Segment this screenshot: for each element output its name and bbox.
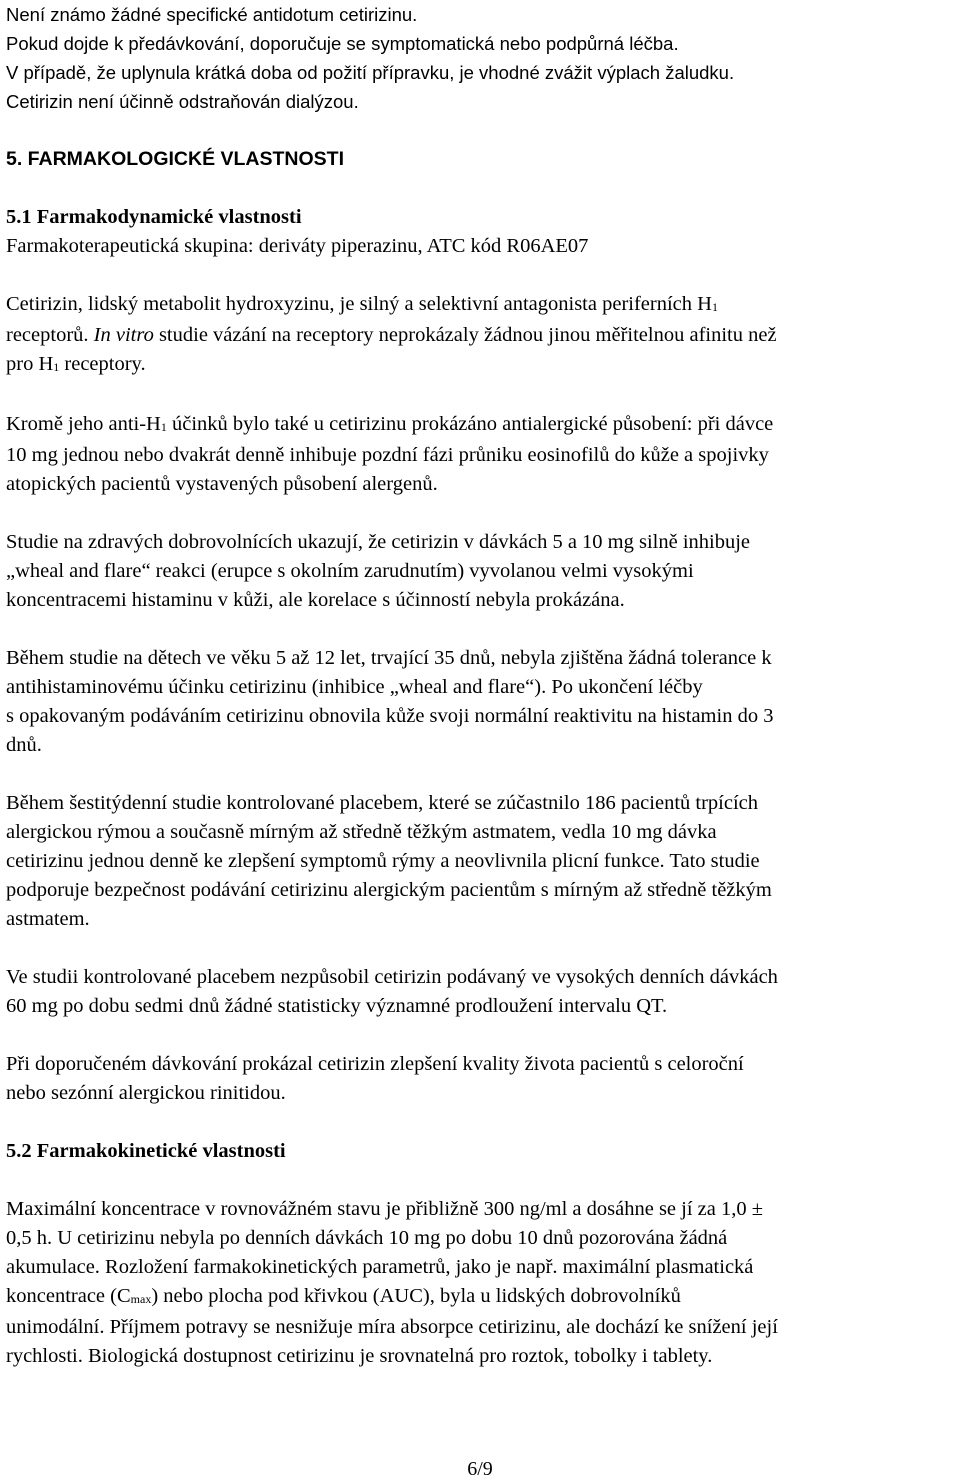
text-line: 10 mg jednou nebo dvakrát denně inhibuje pozdní fázi průniku eosinofilů do kůže a spojivky — [6, 444, 769, 466]
text-line: koncentrace $(C_{max})$ nebo plocha pod křivkou (AUC), byla u lidských dobrovolníků — [6, 1285, 681, 1307]
text-line: cetirizinu jednou denně ke zlepšení symptomů rýmy a neovlivnila plicní funkce. Tato studie — [6, 850, 760, 872]
text-line: Pokud dojde k předávkování, doporučuje se symptomatická nebo podpůrná léčba. — [6, 33, 679, 54]
subsection-heading-5-2: 5.2 Farmakokinetické vlastnosti — [6, 1140, 286, 1162]
text-line: „wheal and flare“ reakci (erupce s okolním zarudnutím) vyvolanou velmi vysokými — [6, 560, 694, 582]
text-line: atopických pacientů vystavených působení alergenů. — [6, 473, 438, 495]
text-line: 60 mg po dobu sedmi dnů žádné statisticky významné prodloužení intervalu QT. — [6, 995, 668, 1017]
text-line: astmatem. — [6, 908, 90, 930]
text-line: akumulace. Rozložení farmakokinetických parametrů, jako je např. maximální plasmatická — [6, 1256, 754, 1278]
text-line: s opakovaným podáváním cetirizinu obnovila kůže svoji normální reaktivitu na histamin do 3 — [6, 705, 774, 727]
text-line: Není známo žádné specifické antidotum cetirizinu. — [6, 4, 418, 25]
paragraph-wheal-flare — [6, 528, 956, 615]
text-line: V případě, že uplynula krátká doba od požití přípravku, je vhodné zvážit výplach žaludku. — [6, 62, 735, 83]
text-line: nebo sezónní alergickou rinitidou. — [6, 1082, 286, 1104]
page-number: 6/9 — [467, 1458, 493, 1480]
text-line: Maximální koncentrace v rovnovážném stavu je přibližně 300 ng/ml a dosáhne se jí za 1,0 ± — [6, 1198, 763, 1220]
text-line: 0,5 h. U cetirizinu nebyla po denních dávkách 10 mg po dobu 10 dnů pozorována žádná — [6, 1227, 728, 1249]
overdose-text — [6, 0, 956, 116]
text-line: Kromě jeho anti-$H_1$ účinků bylo také u cetirizinu prokázáno antialergické působení: při dávce — [6, 413, 774, 435]
paragraph-h1-antagonist — [6, 290, 956, 381]
atc-classification: Farmakoterapeutická skupina: deriváty piperazinu, ATC kód R06AE07 — [6, 235, 589, 257]
document-page — [6, 0, 956, 1371]
text-line: Během studie na dětech ve věku 5 až 12 let, trvající 35 dnů, nebyla zjištěna žádná tolerance k — [6, 647, 772, 669]
paragraph-quality-of-life — [6, 1050, 956, 1108]
subsection-heading-5-1: 5.1 Farmakodynamické vlastnosti — [6, 206, 302, 228]
text-line: podporuje bezpečnost podávání cetirizinu alergickým pacientům s mírným až středně těžkým — [6, 879, 772, 901]
paragraph-qt-study — [6, 963, 956, 1021]
text-line: pro $H_1$ receptory. — [6, 353, 146, 375]
text-line: Během šestitýdenní studie kontrolované placebem, které se zúčastnilo 186 pacientů trpících — [6, 792, 759, 814]
text-line: Cetirizin není účinně odstraňován dialýzou. — [6, 91, 359, 112]
paragraph-children-study — [6, 644, 956, 760]
paragraph-asthma-study — [6, 789, 956, 934]
text-line: Ve studii kontrolované placebem nezpůsobil cetirizin podávaný ve vysokých denních dávkách — [6, 966, 778, 988]
text-line: antihistaminovému účinku cetirizinu (inhibice „wheal and flare“). Po ukončení léčby — [6, 676, 703, 698]
text-line: dnů. — [6, 734, 42, 756]
text-line: Při doporučeném dávkování prokázal cetirizin zlepšení kvality života pacientů s celoroční — [6, 1053, 744, 1075]
text-line: rychlosti. Biologická dostupnost cetirizinu je srovnatelná pro roztok, tobolky i tablety. — [6, 1345, 713, 1367]
text-line: unimodální. Příjmem potravy se nesnižuje míra absorpce cetirizinu, ale dochází ke snížení její — [6, 1316, 778, 1338]
paragraph-pharmacokinetics — [6, 1195, 956, 1371]
text-line: receptorů. In vitro studie vázání na receptory neprokázaly žádnou jinou měřitelnou afinitu než — [6, 324, 777, 346]
text-line: alergickou rýmou a současně mírným až středně těžkým astmatem, vedla 10 mg dávka — [6, 821, 717, 843]
section-heading-5: 5. FARMAKOLOGICKÉ VLASTNOSTI — [6, 148, 345, 170]
text-line: Cetirizin, lidský metabolit hydroxyzinu, je silný a selektivní antagonista periferních $H_1$ — [6, 293, 718, 315]
text-line: Studie na zdravých dobrovolnících ukazují, že cetirizin v dávkách 5 a 10 mg silně inhibuje — [6, 531, 751, 553]
text-line: koncentracemi histaminu v kůži, ale korelace s účinností nebyla prokázána. — [6, 589, 625, 611]
paragraph-antiallergic — [6, 410, 956, 499]
